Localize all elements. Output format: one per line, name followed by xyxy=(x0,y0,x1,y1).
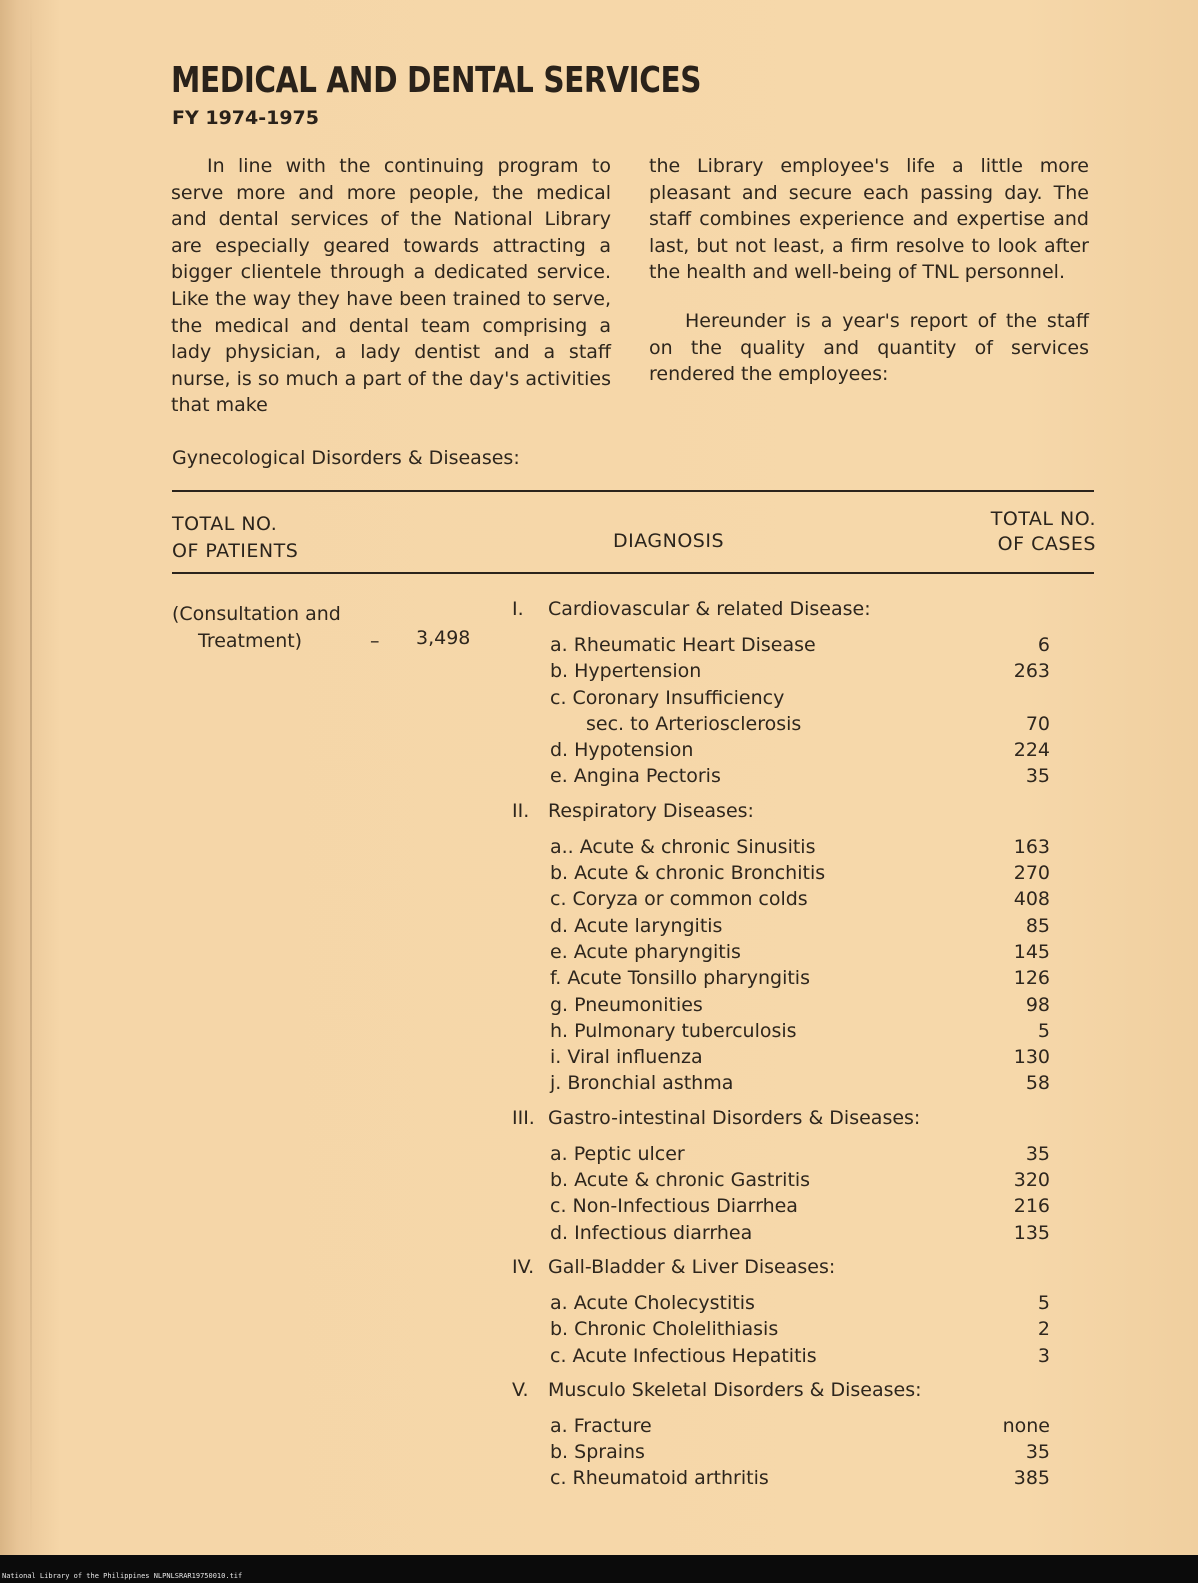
diagnosis-label: c. Coronary Insufficiency xyxy=(550,686,785,709)
patients-line1: (Consultation and xyxy=(172,603,341,625)
diagnosis-row xyxy=(490,1220,1050,1246)
diagnosis-row xyxy=(490,860,1050,886)
diagnosis-label: d. Infectious diarrhea xyxy=(550,1221,753,1244)
diagnosis-row xyxy=(490,1070,1050,1096)
category-number: IV. xyxy=(512,1255,535,1278)
diagnosis-label: b. Acute & chronic Bronchitis xyxy=(550,862,826,885)
table-top-rule xyxy=(172,490,1094,492)
diagnosis-label: a.. Acute & chronic Sinusitis xyxy=(550,835,816,858)
diagnosis-row xyxy=(490,1413,1050,1439)
category-number: III. xyxy=(512,1106,535,1129)
diagnosis-row xyxy=(490,1439,1050,1465)
header-diagnosis: DIAGNOSIS xyxy=(613,530,725,552)
case-count: 163 xyxy=(1013,835,1050,858)
binding-edge xyxy=(30,0,32,1555)
diagnosis-row xyxy=(490,1018,1050,1044)
case-count: 270 xyxy=(1013,862,1050,885)
diagnosis-label: h. Pulmonary tuberculosis xyxy=(550,1019,797,1042)
diagnosis-row xyxy=(490,763,1050,789)
diagnosis-category xyxy=(490,1377,1050,1403)
category-name: Respiratory Diseases: xyxy=(548,799,754,822)
header-total-cases xyxy=(960,507,1096,557)
diagnosis-label: b. Chronic Cholelithiasis xyxy=(550,1318,779,1341)
diagnosis-row xyxy=(490,913,1050,939)
case-count xyxy=(930,685,1050,711)
page-subtitle: FY 1974-1975 xyxy=(172,107,319,129)
case-count: 5 xyxy=(1037,1019,1050,1042)
diagnosis-row xyxy=(490,992,1050,1018)
category-items xyxy=(490,632,1050,790)
category-number: V. xyxy=(512,1378,529,1401)
diagnosis-label: e. Acute pharyngitis xyxy=(550,940,741,963)
case-count: none xyxy=(1002,1414,1050,1437)
case-count: 35 xyxy=(1025,1441,1050,1464)
diagnosis-row xyxy=(490,1290,1050,1316)
case-count: 145 xyxy=(1013,940,1050,963)
category-items xyxy=(490,1141,1050,1246)
case-count: 2 xyxy=(1037,1318,1050,1341)
category-number: II. xyxy=(512,799,530,822)
category-items xyxy=(490,1413,1050,1492)
diagnosis-row xyxy=(490,1193,1050,1219)
diagnosis-row xyxy=(490,1465,1050,1491)
diagnosis-category xyxy=(490,798,1050,824)
header-total-patients-line2: OF PATIENTS xyxy=(172,540,299,562)
diagnosis-list xyxy=(490,596,1050,1492)
category-items xyxy=(490,834,1050,1097)
diagnosis-row xyxy=(490,1141,1050,1167)
intro-column-left xyxy=(171,153,611,419)
case-count: 85 xyxy=(1025,914,1050,937)
diagnosis-row xyxy=(490,939,1050,965)
patients-count: 3,498 xyxy=(416,627,471,649)
table-header-rule xyxy=(172,572,1094,574)
diagnosis-row xyxy=(490,1316,1050,1342)
patients-dash: – xyxy=(370,630,380,652)
diagnosis-label: c. Acute Infectious Hepatitis xyxy=(550,1344,817,1367)
intro-paragraph-continued: the Library employee's life a little more pleasant and secure each passing day. The staff combines experience and expertise and last, but not least, a firm resolve to look after the health and well-being of TNL personnel. xyxy=(649,155,1089,284)
case-count: 126 xyxy=(1013,967,1050,990)
diagnosis-row xyxy=(490,632,1050,658)
patients-cell xyxy=(172,601,471,655)
diagnosis-row xyxy=(490,685,1050,711)
case-count: 6 xyxy=(1037,634,1050,656)
page-title: MEDICAL AND DENTAL SERVICES xyxy=(171,60,702,101)
intro-paragraph: In line with the continuing program to serve more and more people, the medical and dental services of the National Library are especially geared towards attracting a bigger clientele through a dedicated service. Like the way they have been trained to serve, the medical and dental team comprising a lady physician, a lady dentist and a staff nurse, is so much a part of the day's activities that make xyxy=(171,155,611,417)
case-count: 98 xyxy=(1025,993,1050,1016)
diagnosis-label: d. Hypotension xyxy=(550,739,694,762)
header-total-patients-line1: TOTAL NO. xyxy=(172,513,278,535)
case-count: 135 xyxy=(1013,1221,1050,1244)
category-name: Gastro-intestinal Disorders & Diseases: xyxy=(548,1106,921,1129)
case-count: 385 xyxy=(1013,1467,1050,1490)
diagnosis-label: a. Fracture xyxy=(550,1414,652,1437)
diagnosis-label: e. Angina Pectoris xyxy=(550,765,721,788)
diagnosis-row xyxy=(490,737,1050,763)
category-number: I. xyxy=(512,598,524,620)
header-total-patients xyxy=(172,511,298,565)
section-label: Gynecological Disorders & Diseases: xyxy=(172,447,520,469)
diagnosis-row xyxy=(490,711,1050,737)
scan-footer-text: National Library of the Philippines NLPNLSRAR19750010.tif xyxy=(2,1572,243,1580)
diagnosis-row xyxy=(490,886,1050,912)
diagnosis-row xyxy=(490,658,1050,684)
diagnosis-category xyxy=(490,1105,1050,1131)
case-count: 224 xyxy=(1013,739,1050,762)
diagnosis-label: sec. to Arteriosclerosis xyxy=(586,712,802,735)
diagnosis-label: b. Sprains xyxy=(550,1441,645,1464)
category-name: Gall-Bladder & Liver Diseases: xyxy=(548,1255,836,1278)
diagnosis-label: a. Acute Cholecystitis xyxy=(550,1291,755,1314)
diagnosis-row xyxy=(490,1167,1050,1193)
header-total-cases-line2: OF CASES xyxy=(997,533,1096,555)
case-count: 263 xyxy=(1013,660,1050,683)
diagnosis-label: a. Peptic ulcer xyxy=(550,1142,685,1165)
diagnosis-row xyxy=(490,965,1050,991)
diagnosis-row xyxy=(490,1343,1050,1369)
diagnosis-label: f. Acute Tonsillo pharyngitis xyxy=(550,967,810,990)
case-count: 58 xyxy=(1025,1072,1050,1095)
diagnosis-label: b. Acute & chronic Gastritis xyxy=(550,1169,811,1192)
case-count: 3 xyxy=(1037,1344,1050,1367)
diagnosis-row xyxy=(490,1044,1050,1070)
diagnosis-label: j. Bronchial asthma xyxy=(550,1072,734,1095)
category-name: Cardiovascular & related Disease: xyxy=(548,598,871,620)
diagnosis-label: g. Pneumonities xyxy=(550,993,703,1016)
diagnosis-label: a. Rheumatic Heart Disease xyxy=(550,634,816,656)
diagnosis-label: c. Non-Infectious Diarrhea xyxy=(550,1195,798,1218)
case-count: 216 xyxy=(1013,1195,1050,1218)
report-intro-paragraph: Hereunder is a year's report of the staff on the quality and quantity of services rendered the employees: xyxy=(649,309,1089,386)
diagnosis-category xyxy=(490,1254,1050,1280)
diagnosis-category xyxy=(490,596,1050,622)
intro-column-right xyxy=(649,153,1089,388)
case-count: 70 xyxy=(1025,712,1050,735)
diagnosis-row xyxy=(490,834,1050,860)
case-count: 5 xyxy=(1037,1291,1050,1314)
diagnosis-label: d. Acute laryngitis xyxy=(550,914,723,937)
category-name: Musculo Skeletal Disorders & Diseases: xyxy=(548,1378,922,1401)
diagnosis-label: i. Viral influenza xyxy=(550,1046,703,1069)
case-count: 130 xyxy=(1013,1046,1050,1069)
case-count: 35 xyxy=(1025,1142,1050,1165)
case-count: 320 xyxy=(1013,1169,1050,1192)
case-count: 408 xyxy=(1013,888,1050,911)
case-count: 35 xyxy=(1025,765,1050,788)
patients-line2: Treatment) xyxy=(198,630,303,652)
category-items xyxy=(490,1290,1050,1369)
diagnosis-label: b. Hypertension xyxy=(550,660,702,683)
diagnosis-label: c. Rheumatoid arthritis xyxy=(550,1467,769,1490)
diagnosis-label: c. Coryza or common colds xyxy=(550,888,808,911)
header-total-cases-line1: TOTAL NO. xyxy=(990,508,1096,530)
